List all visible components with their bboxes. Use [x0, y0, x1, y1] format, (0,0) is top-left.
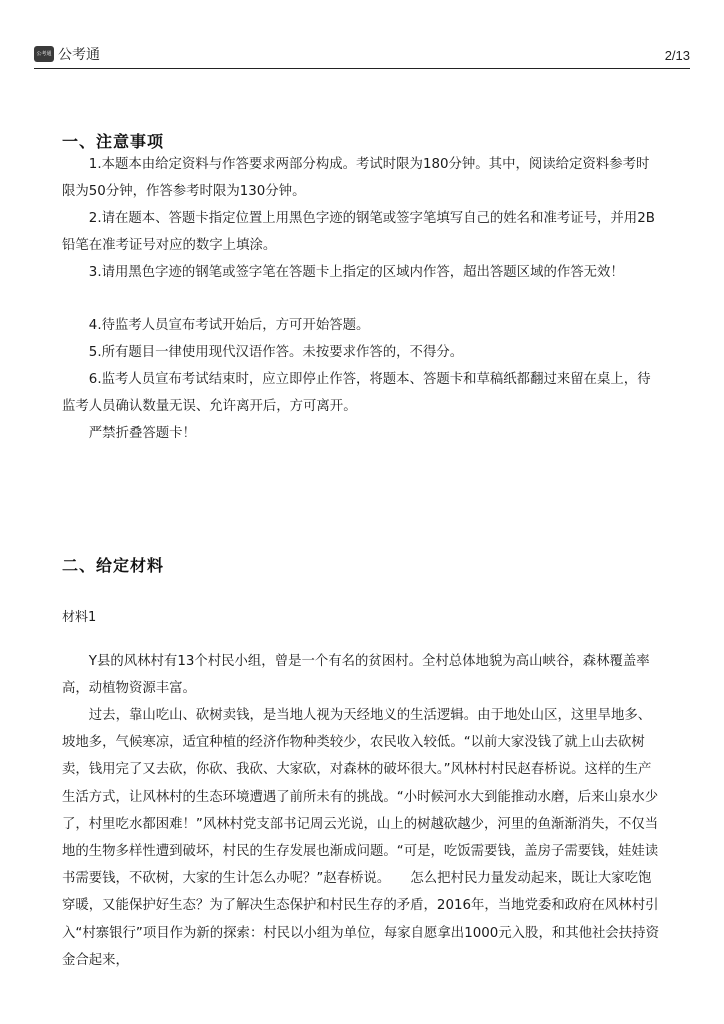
material-paragraph-1: Y县的风林村有13个村民小组，曾是一个有名的贫困村。全村总体地貌为高山峡谷，森林覆盖率高，动植物资源丰富。: [62, 654, 650, 697]
notice-item-6: 6.监考人员宣布考试结束时，应立即停止作答，将题本、答题卡和草稿纸都翻过来留在桌上，待监考人员确认数量无误、允许离开后，方可离开。: [62, 372, 651, 415]
notice-item-1: 1.本题本由给定资料与作答要求两部分构成。考试时限为180分钟。其中，阅读给定资料参考时限为50分钟，作答参考时限为130分钟。: [62, 157, 650, 200]
logo-name: 公考通: [58, 47, 100, 63]
logo: [34, 44, 100, 64]
section-title-notice: 一、注意事项: [62, 132, 165, 151]
notice-item-2: 2.请在题本、答题卡指定位置上用黑色字迹的钢笔或签字笔填写自己的姓名和准考证号，并用2B铅笔在准考证号对应的数字上填涂。: [62, 211, 655, 254]
notice-item-3: 3.请用黑色字迹的钢笔或签字笔在答题卡上指定的区域内作答，超出答题区域的作答无效！: [88, 265, 624, 280]
section-title-materials: 二、给定材料: [62, 556, 165, 575]
page-number: 2/13: [664, 48, 690, 63]
notice-warning: 严禁折叠答题卡！: [88, 426, 196, 441]
logo-mark-icon: 公考通: [34, 46, 54, 62]
material-label: 材料1: [62, 610, 97, 625]
material-paragraph-2: 过去，靠山吃山、砍树卖钱，是当地人视为天经地义的生活逻辑。由于地处山区，这里旱地多、坡地多，气候寒凉，适宜种植的经济作物种类较少，农民收入较低。“以前大家没钱了就上山去砍树卖，钱用完了又去砍，你砍、我砍、大家砍，对森林的破坏很大。”风林村村民赵春桥说。这样的生产生活方式，让风林村的生态环境遭遇了前所未有的挑战。“小时候河水大到能推动水磨，后来山泉水少了，村里吃水都困难！”风林村党支部书记周云光说，山上的树越砍越少，河里的鱼渐渐消失，不仅当地的生物多样性遭到破坏，村民的生存发展也渐成问题。“可是，吃饭需要钱，盖房子需要钱，娃娃读书需要钱，不砍树，大家的生计怎么办呢？”赵春桥说。 怎么把村民力量发动起来，既让大家吃饱穿暖，又能保护好生态？为了解决生态保护和村民生存的矛盾，2016年，当地党委和政府在风林村引入“村寨银行”项目作为新的探索：村民以小组为单位，每家自愿拿出1000元入股，和其他社会扶持资金合起来，: [62, 708, 659, 968]
notice-item-5: 5.所有题目一律使用现代汉语作答。未按要求作答的，不得分。: [88, 345, 464, 360]
page-header: [34, 44, 690, 69]
notice-item-4: 4.待监考人员宣布考试开始后，方可开始答题。: [88, 318, 370, 333]
